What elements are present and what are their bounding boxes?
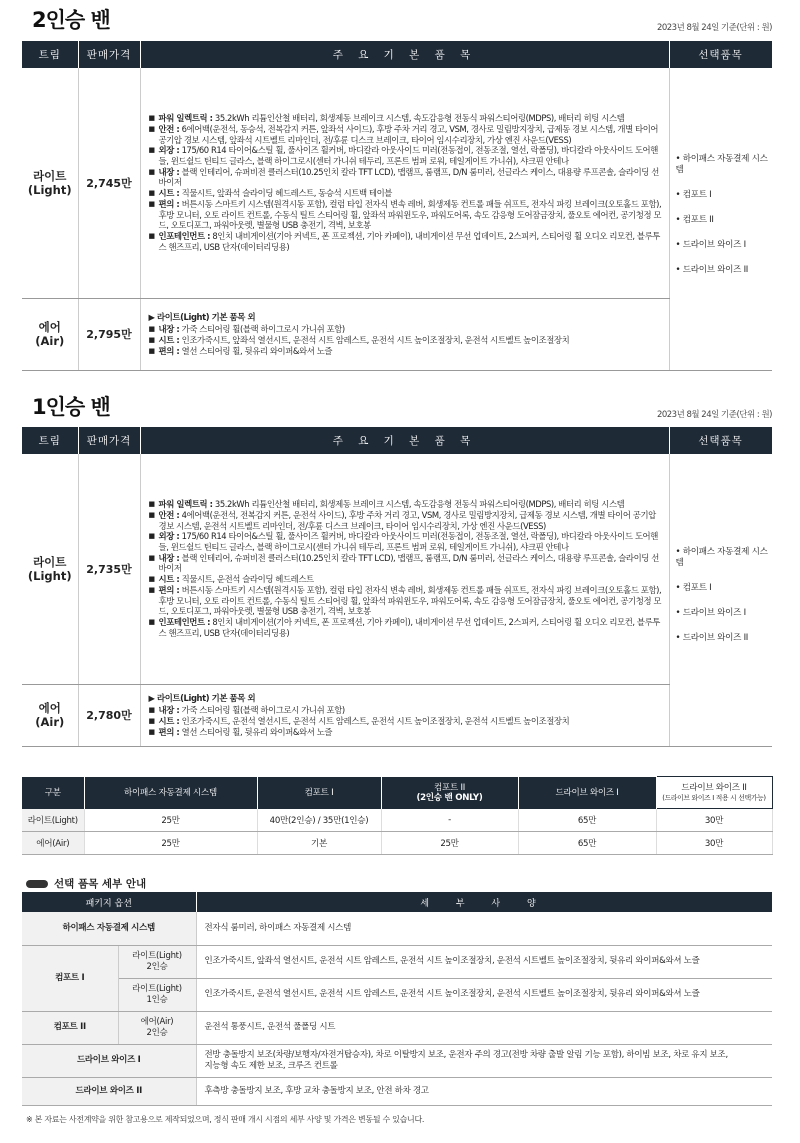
section-bar-icon xyxy=(26,880,48,888)
table-row: 드라이브 와이즈 II 후측방 충돌방지 보조, 후방 교차 충돌방지 보조, 안전 하차 경고 xyxy=(22,1077,772,1105)
van1-header xyxy=(22,393,772,423)
option-item: • 드라이브 와이즈 II xyxy=(675,264,749,275)
van1-trim-table xyxy=(22,427,773,747)
feature-item: ■ 시트 : 직물시트, 운전석 슬라이딩 헤드레스트 xyxy=(148,574,314,585)
col-spec: 세 부 사 양 xyxy=(196,892,772,912)
trim-name-light: 라이트 (Light) xyxy=(22,68,78,298)
table-row: 하이패스 자동결제 시스템 전자식 룸미러, 하이패스 자동결제 시스템 xyxy=(22,912,772,945)
option-item: • 하이패스 자동결제 시스템 xyxy=(675,153,768,175)
feature-list xyxy=(140,454,669,684)
feature-item: ■ 내장 : 블랙 인테리어, 슈퍼비전 클러스터(10.25인치 칼라 TFT LCD), 맵램프, 룸램프, D/N 룸미러, 선글라스 케이스, 대용량 루프콘솔, 슬라이딩 선바이저 xyxy=(148,166,659,188)
van2-date: 2023년 8월 24일 기준(단위 : 원) xyxy=(656,23,772,33)
feature-item: ■ 안전 : 6에어백(운전석, 동승석, 전복감지 커튼, 앞좌석 사이드), 후방 주차 거리 경고, VSM, 경사로 밀림방지장치, 급제동 경보 시스템, 개별 타이어 공기압 경보 시스템, 앞좌석 시트벨트 리마인더, 전/후륜 디스크 브레이크, 타이어 임시수리장치, 가상 엔진 사운드(VESS) xyxy=(148,123,659,145)
table-row: 에어(Air) 25만 기본 25만 65만 30만 xyxy=(22,832,772,855)
col-comfort1: 컴포트 I xyxy=(257,777,381,809)
col-trim: 트림 xyxy=(22,41,78,68)
option-item: • 컴포트 I xyxy=(675,583,712,594)
feature-list xyxy=(140,68,669,298)
option-item: • 하이패스 자동결제 시스템 xyxy=(675,547,768,569)
trim-price-light: 2,745만 xyxy=(78,68,140,298)
detail-section-title: 선택 품목 세부 안내 xyxy=(26,876,146,891)
col-comfort2: 컴포트 II (2인승 밴 ONLY) xyxy=(381,777,518,809)
van2-header xyxy=(22,6,772,36)
feature-item: ■ 편의 : 버튼시동 스마트키 시스템(원격시동 포함), 컬럼 타입 전자식 변속 레버, 회생제동 컨트롤 패들 쉬프트, 전자식 파킹 브레이크(오토홀드 포함), 후방 모니터, 오토 라이트 컨트롤, 수동식 틸트 스티어링 휠, 앞좌석 파워윈도우, 파워도어록, 속도 감응형 도어잠금장치, 풀오토 에어컨, 공기청정 모드, 오토디포그, 파워아웃렛, 별물형 USB 충전기, 격벽, 보호봉 xyxy=(148,198,662,231)
feature-item: ■ 인포테인먼트 : 8인치 내비게이션(기아 커넥트, 폰 프로젝션, 기아 카페이), 내비게이션 무선 업데이트, 2스피커, 스티어링 휠 오디오 리모컨, 블루투스 핸즈프리, USB 단자(데이터리딩용) xyxy=(148,230,660,252)
option-item: • 컴포트 I xyxy=(675,189,712,200)
table-row: 컴포트 II 에어(Air) 2인승 운전석 통풍시트, 운전석 풀폴딩 시트 xyxy=(22,1011,772,1044)
footnote: ※ 본 자료는 사전계약을 위한 참고용으로 제작되었으며, 정식 판매 개시 시점의 세부 사양 및 가격은 변동될 수 있습니다. xyxy=(26,1115,425,1124)
option-item: • 드라이브 와이즈 I xyxy=(675,608,746,619)
col-features: 주 요 기 본 품 목 xyxy=(140,41,669,68)
col-trim: 트림 xyxy=(22,427,78,454)
van2-trim-table xyxy=(22,41,773,371)
trim-name-air: 에어 (Air) xyxy=(22,684,78,746)
feature-list xyxy=(140,684,669,746)
feature-item: ■ 시트 : 직물시트, 앞좌석 슬라이딩 헤드레스트, 동승석 시트백 테이블 xyxy=(148,188,392,199)
table-row: 컴포트 I 라이트(Light) 2인승 인조가죽시트, 앞좌석 열선시트, 운전석 시트 암레스트, 운전석 시트 높이조절장치, 운전석 시트벨트 높이조절장치, 뒷유리 와이퍼&와셔 노즐 xyxy=(22,945,772,978)
feature-item: ■ 편의 : 열선 스티어링 휠, 뒷유리 와이퍼&와셔 노즐 xyxy=(148,345,333,356)
trim-price-air: 2,795만 xyxy=(78,298,140,370)
feature-item: ■ 편의 : 열선 스티어링 휠, 뒷유리 와이퍼&와셔 노즐 xyxy=(148,726,333,737)
feature-item: ■ 외장 : 175/60 R14 타이어&스틸 휠, 풀사이즈 휠커버, 바디칼라 아웃사이드 미러(전동접이, 전동조절, 열선, 락폴딩), 바디칼라 아웃사이드 도어핸들, 윈드쉴드 틴티드 글라스, 블랙 하이그로시(센터 가니쉬 테두리, 프론트 범퍼 로워, 테일게이트 가니쉬), 샤크핀 안테나 xyxy=(148,531,658,552)
van1-title: 1인승 밴 xyxy=(32,395,110,419)
option-price-table xyxy=(22,776,773,855)
base-note: ▶ 라이트(Light) 기본 품목 외 xyxy=(148,311,256,322)
van2-title: 2인승 밴 xyxy=(32,8,110,32)
table-row: 라이트(Light) 1인승 인조가죽시트, 운전석 열선시트, 운전석 시트 암레스트, 운전석 시트 높이조절장치, 운전석 시트벨트 높이조절장치, 뒷유리 와이퍼&와셔 노즐 xyxy=(22,978,772,1011)
feature-item: ■ 안전 : 4에어백(운전석, 전복감지 커튼, 운전석 사이드), 후방 주차 거리 경고, VSM, 경사로 밀림방지장치, 급제동 경보 시스템, 개별 타이어 공기압 경보 시스템, 운전석 시트벨트 리마인더, 전/후륜 디스크 브레이크, 타이어 임시수리장치, 가상 엔진 사운드(VESS) xyxy=(148,509,656,531)
feature-item: ■ 내장 : 블랙 인테리어, 슈퍼비전 클러스터(10.25인치 칼라 TFT LCD), 맵램프, 룸램프, D/N 룸미러, 선글라스 케이스, 대용량 루프콘솔, 슬라이딩 선바이저 xyxy=(148,552,659,574)
feature-item: ■ 내장 : 가죽 스티어링 휠(블랙 하이그로시 가니쉬 포함) xyxy=(148,324,345,335)
feature-item: ■ 시트 : 인조가죽시트, 앞좌석 열선시트, 운전석 시트 암레스트, 운전석 시트 높이조절장치, 운전석 시트벨트 높이조절장치 xyxy=(148,335,570,345)
feature-item: ■ 편의 : 버튼시동 스마트키 시스템(원격시동 포함), 컬럼 타입 전자식 변속 레버, 회생제동 컨트롤 패들 쉬프트, 전자식 파킹 브레이크(오토홀드 포함), 후방 모니터, 오토 라이트 컨트롤, 수동식 틸트 스티어링 휠, 앞좌석 파워윈도우, 파워도어록, 속도 감응형 도어잠금장치, 풀오토 에어컨, 공기청정 모드, 오토디포그, 파워아웃렛, 별물형 USB 충전기, 격벽, 보호봉 xyxy=(148,584,662,617)
option-item: • 드라이브 와이즈 II xyxy=(675,633,749,644)
col-features: 주 요 기 본 품 목 xyxy=(140,427,669,454)
col-drive-wise1: 드라이브 와이즈 I xyxy=(518,777,656,809)
trim-name-light: 라이트 (Light) xyxy=(22,454,78,684)
option-item: • 컴포트 II xyxy=(675,214,714,225)
col-category: 구분 xyxy=(22,777,84,809)
col-price: 판매가격 xyxy=(78,41,140,68)
col-package: 패키지 옵션 xyxy=(22,892,196,912)
table-row: 드라이브 와이즈 I 전방 충돌방지 보조(차량/보행자/자전거탑승자), 차로 이탈방지 보조, 운전자 주의 경고(전방 차량 출발 알림 기능 포함), 하이빔 보조, 차로 유지 보조, 지능형 속도 제한 보조, 크루즈 컨트롤 xyxy=(22,1044,772,1077)
base-note: ▶ 라이트(Light) 기본 품목 외 xyxy=(148,692,256,703)
detail-table xyxy=(22,892,773,1106)
option-list xyxy=(669,454,772,746)
trim-price-light: 2,735만 xyxy=(78,454,140,684)
trim-name-air: 에어 (Air) xyxy=(22,298,78,370)
trim-price-air: 2,780만 xyxy=(78,684,140,746)
option-item: • 드라이브 와이즈 I xyxy=(675,239,746,250)
feature-item: ■ 파워 일렉트릭 : 35.2kWh 리튬인산철 배터리, 회생제동 브레이크 시스템, 속도감응형 전동식 파워스티어링(MDPS), 배터리 히팅 시스템 xyxy=(148,499,625,510)
feature-item: ■ 시트 : 인조가죽시트, 운전석 열선시트, 운전석 시트 암레스트, 운전석 시트 높이조절장치, 운전석 시트벨트 높이조절장치 xyxy=(148,716,570,726)
col-drive-wise2: 드라이브 와이즈 II (드라이브 와이즈 I 적용 시 선택가능) xyxy=(656,777,772,809)
feature-item: ■ 파워 일렉트릭 : 35.2kWh 리튬인산철 배터리, 회생제동 브레이크 시스템, 속도감응형 전동식 파워스티어링(MDPS), 배터리 히팅 시스템 xyxy=(148,113,625,124)
feature-item: ■ 내장 : 가죽 스티어링 휠(블랙 하이그로시 가니쉬 포함) xyxy=(148,705,345,716)
col-options: 선택품목 xyxy=(669,427,772,454)
col-price: 판매가격 xyxy=(78,427,140,454)
table-row: 라이트(Light) 25만 40만(2인승) / 35만(1인승) - 65만 30만 xyxy=(22,809,772,832)
feature-item: ■ 외장 : 175/60 R14 타이어&스틸 휠, 풀사이즈 휠커버, 바디칼라 아웃사이드 미러(전동접이, 전동조절, 열선, 락폴딩), 바디칼라 아웃사이드 도어핸들, 윈드쉴드 틴티드 글라스, 블랙 하이그로시(센터 가니쉬 테두리, 프론트 범퍼 로워, 테일게이트 가니쉬), 샤크핀 안테나 xyxy=(148,145,658,166)
col-options: 선택품목 xyxy=(669,41,772,68)
van1-date: 2023년 8월 24일 기준(단위 : 원) xyxy=(656,410,772,420)
feature-item: ■ 인포테인먼트 : 8인치 내비게이션(기아 커넥트, 폰 프로젝션, 기아 카페이), 내비게이션 무선 업데이트, 2스피커, 스티어링 휠 오디오 리모컨, 블루투스 핸즈프리, USB 단자(데이터리딩용) xyxy=(148,616,660,638)
option-list xyxy=(669,68,772,370)
feature-list xyxy=(140,298,669,370)
col-hipass: 하이패스 자동결제 시스템 xyxy=(84,777,257,809)
